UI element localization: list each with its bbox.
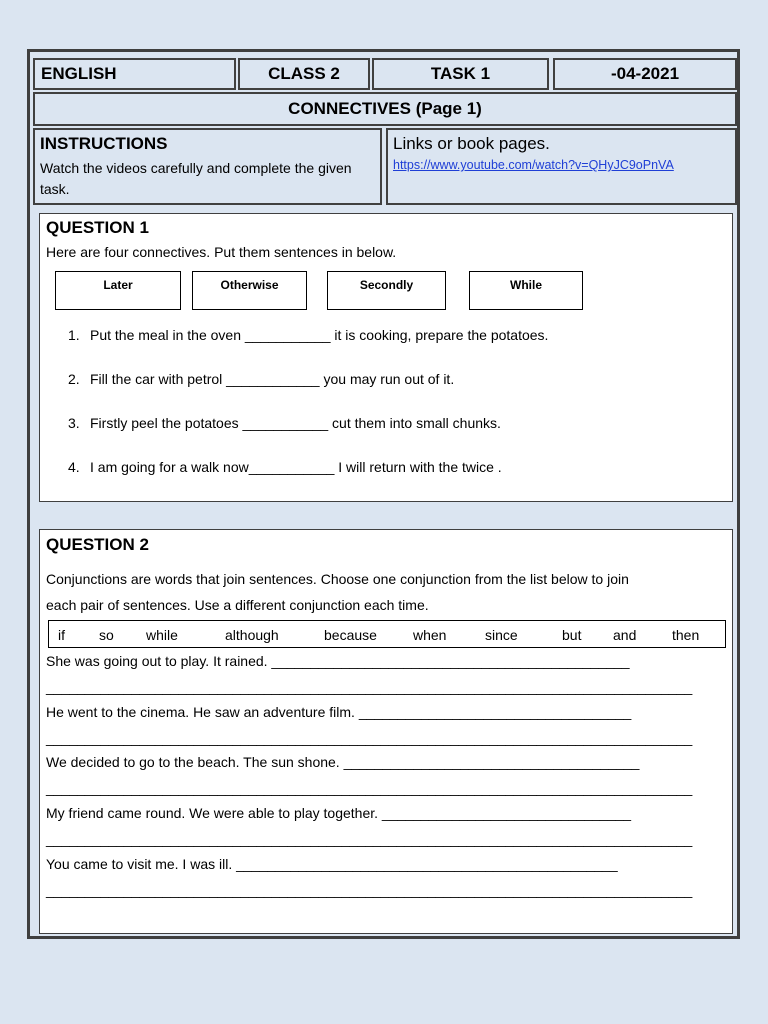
links-cell [386, 128, 737, 205]
word-while: While [510, 278, 542, 292]
question2-prompt-line2: each pair of sentences. Use a different conjunction each time. [46, 597, 429, 613]
conjunction-because: because [324, 627, 377, 643]
conjunction-but: but [562, 627, 582, 643]
q1-item-text: I am going for a walk now___________ I will return with the twice . [90, 459, 502, 475]
word-secondly: Secondly [359, 278, 414, 292]
conjunction-and: and [613, 627, 637, 643]
instructions-text: Watch the videos carefully and complete the given task. [40, 160, 352, 197]
q1-item-4 [68, 459, 502, 475]
question2-box [39, 529, 733, 934]
q1-item-2 [68, 371, 454, 387]
q2-sentence-line-2: He went to the cinema. He saw an adventure film. ___________________________________ [46, 704, 632, 720]
q2-answer-line-4: ___________________________________________________________________________________ [46, 831, 693, 847]
q1-item-number: 4. [68, 459, 80, 475]
conjunction-since: since [485, 627, 518, 643]
question1-title: QUESTION 1 [46, 218, 149, 237]
q2-sentence-line-1: She was going out to play. It rained. ______________________________________________ [46, 653, 630, 669]
question1-prompt: Here are four connectives. Put them sentences in below. [46, 244, 397, 260]
title-cell [33, 92, 737, 126]
q1-item-text: Firstly peel the potatoes ___________ cut them into small chunks. [90, 415, 501, 431]
conjunction-then: then [672, 627, 700, 643]
q1-item-text: Fill the car with petrol ____________ you may run out of it. [90, 371, 455, 387]
instructions-heading: INSTRUCTIONS [40, 134, 168, 153]
q2-answer-line-2: ___________________________________________________________________________________ [46, 730, 693, 746]
class-label: CLASS 2 [268, 64, 340, 83]
task-cell [372, 58, 549, 90]
q2-sentence-line-4: My friend came round. We were able to play together. ________________________________ [46, 805, 632, 821]
q1-item-3 [68, 415, 501, 431]
conjunction-while: while [146, 627, 178, 643]
word-box-later [55, 271, 181, 310]
q1-item-1 [68, 327, 548, 343]
word-box-while [469, 271, 583, 310]
task-label: TASK 1 [430, 64, 491, 83]
youtube-link[interactable]: https://www.youtube.com/watch?v=QHyJC9oPnVA [393, 158, 674, 172]
q1-item-text: Put the meal in the oven ___________ it is cooking, prepare the potatoes. [90, 327, 549, 343]
class-cell [238, 58, 370, 90]
conjunction-list [48, 620, 726, 648]
question1-box [39, 213, 733, 502]
date-label: -04-2021 [610, 64, 680, 83]
question2-prompt-line1: Conjunctions are words that join sentences. Choose one conjunction from the list below to join [46, 571, 629, 587]
subject-label: ENGLISH [41, 64, 117, 83]
word-box-otherwise [192, 271, 307, 310]
conjunction-when: when [413, 627, 447, 643]
q1-item-number: 3. [68, 415, 80, 431]
conjunction-although: although [225, 627, 279, 643]
conjunction-if: if [58, 627, 65, 643]
q2-answer-line-1: ___________________________________________________________________________________ [46, 679, 693, 695]
word-later: Later [103, 278, 133, 292]
q2-sentence-line-5: You came to visit me. I was ill. _________________________________________________ [46, 856, 618, 872]
date-cell [553, 58, 737, 90]
worksheet [27, 49, 740, 939]
conjunction-so: so [99, 627, 114, 643]
word-otherwise: Otherwise [220, 278, 279, 292]
q2-answer-line-5: ___________________________________________________________________________________ [46, 882, 693, 898]
question2-title: QUESTION 2 [46, 535, 149, 554]
q2-sentence-line-3: We decided to go to the beach. The sun shone. ______________________________________ [46, 754, 640, 770]
links-heading: Links or book pages. [393, 134, 550, 153]
q1-item-number: 2. [68, 371, 80, 387]
page-title: CONNECTIVES (Page 1) [288, 99, 482, 118]
q2-answer-line-3: ___________________________________________________________________________________ [46, 780, 693, 796]
subject-cell [33, 58, 236, 90]
word-box-secondly [327, 271, 446, 310]
instructions-cell [33, 128, 382, 205]
q1-item-number: 1. [68, 327, 80, 343]
